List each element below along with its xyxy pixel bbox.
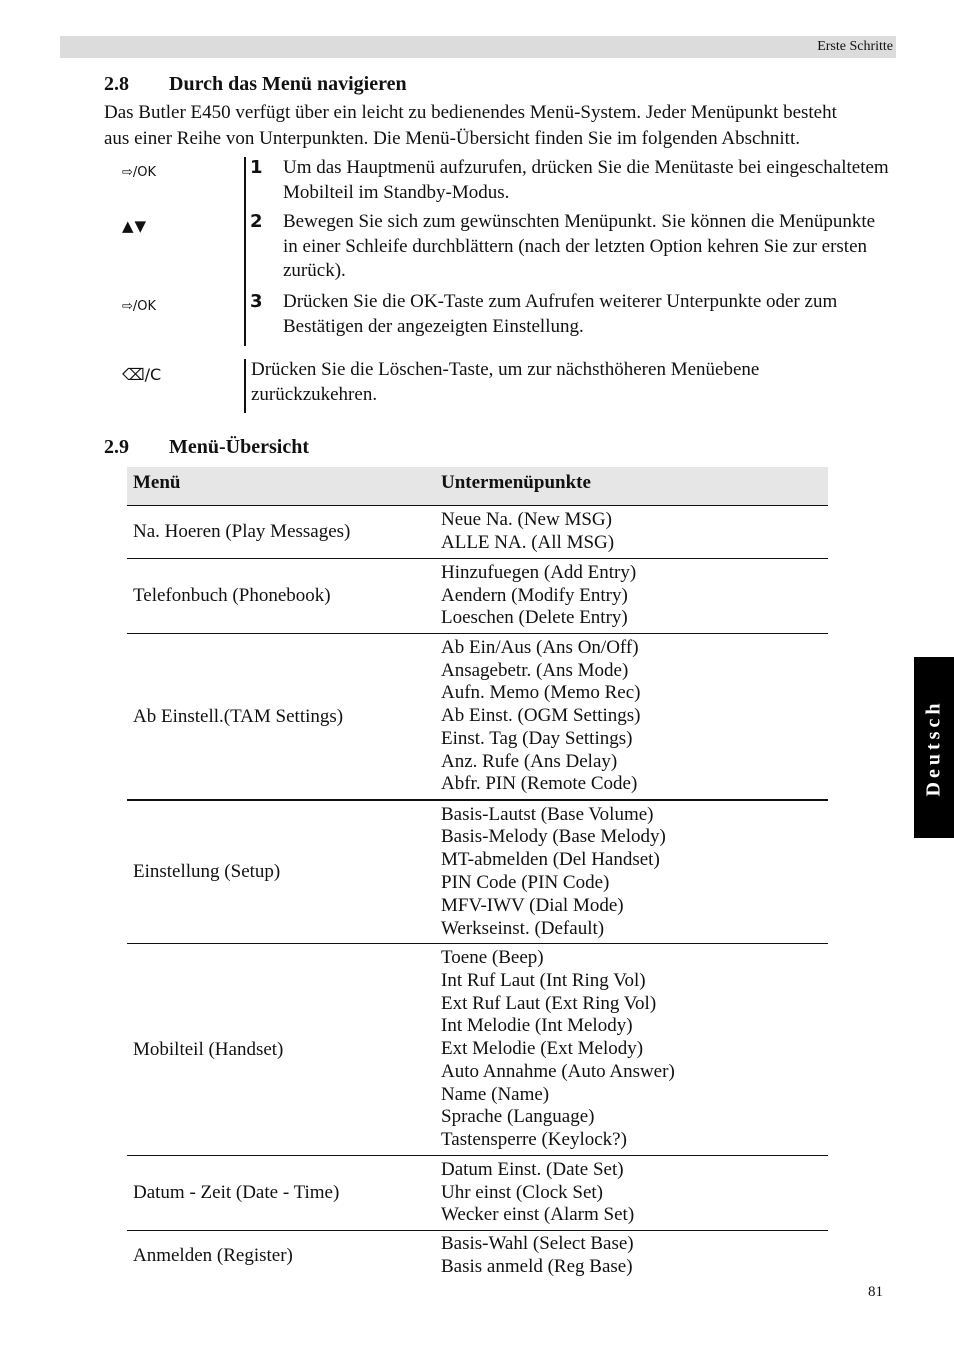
menu-overview-table: [127, 467, 828, 1281]
submenu-item: Neue Na. (New MSG): [441, 509, 612, 531]
intro-line: Das Butler E450 verfügt über ein leicht zu bedienendes Menü-System. Jeder Menüpunkt besteht: [104, 102, 837, 123]
step-number: 3: [250, 291, 263, 312]
menu-cell: Einstellung (Setup): [133, 861, 281, 882]
submenu-item: Basis-Wahl (Select Base): [441, 1233, 634, 1255]
menu-cell: Ab Einstell.(TAM Settings): [133, 705, 344, 727]
running-header: [60, 36, 896, 58]
step-number: 1: [250, 157, 263, 178]
menu-cell: Na. Hoeren (Play Messages): [133, 521, 351, 542]
submenu-cell: [441, 1233, 634, 1279]
step-number: 2: [250, 211, 263, 232]
steps-divider: [244, 157, 246, 346]
section-heading-2-9: [104, 436, 309, 459]
submenu-item: Hinzufuegen (Add Entry): [441, 561, 637, 583]
submenu-item: MFV-IWV (Dial Mode): [441, 894, 624, 916]
section-title: Menü-Übersicht: [169, 436, 309, 458]
column-header-submenu: Untermenüpunkte: [441, 472, 591, 493]
table-row: [127, 559, 828, 634]
submenu-item: MT-abmelden (Del Handset): [441, 849, 660, 871]
submenu-item: Abfr. PIN (Remote Code): [441, 773, 638, 795]
table-row: [127, 1231, 828, 1281]
submenu-item: Ext Melodie (Ext Melody): [441, 1038, 644, 1060]
language-side-tab: [914, 657, 954, 838]
submenu-item: Ab Einst. (OGM Settings): [441, 705, 641, 727]
table-row: [127, 801, 828, 944]
submenu-item: Toene (Beep): [441, 946, 544, 968]
submenu-item: Aendern (Modify Entry): [441, 584, 628, 606]
intro-line: aus einer Reihe von Unterpunkten. Die Menü-Übersicht finden Sie im folgenden Abschnitt.: [104, 128, 800, 149]
submenu-item: Int Ruf Laut (Int Ring Vol): [441, 969, 646, 991]
submenu-cell: [441, 562, 636, 630]
menu-cell: Anmelden (Register): [133, 1245, 293, 1266]
submenu-item: Name (Name): [441, 1083, 550, 1105]
submenu-item: Basis-Melody (Base Melody): [441, 826, 666, 848]
submenu-item: Aufn. Memo (Memo Rec): [441, 682, 641, 704]
submenu-cell: [441, 947, 675, 1152]
menu-cell: Mobilteil (Handset): [133, 1038, 284, 1060]
section-number: 2.9: [104, 436, 129, 458]
submenu-item: Tastensperre (Keylock?): [441, 1129, 627, 1151]
column-header-menu: Menü: [133, 472, 181, 493]
table-row: [127, 506, 828, 559]
step-text: Bewegen Sie sich zum gewünschten Menüpunkt. Sie können die Menüpunkte in einer Schleife durchblättern (nach der letzten Option kehren Sie zur ersten zurück).: [283, 211, 876, 281]
header-label: Erste Schritte: [817, 39, 893, 54]
side-tab-label: Deutsch: [922, 699, 945, 796]
submenu-item: Wecker einst (Alarm Set): [441, 1204, 635, 1226]
submenu-item: Uhr einst (Clock Set): [441, 1181, 604, 1203]
menu-ok-key-icon: ⇨/OK: [122, 299, 157, 314]
submenu-cell: [441, 1159, 634, 1227]
submenu-item: Ansagebetr. (Ans Mode): [441, 659, 629, 681]
menu-cell: Telefonbuch (Phonebook): [133, 585, 331, 606]
section-heading-2-8: [104, 73, 407, 96]
submenu-item: Werkseinst. (Default): [441, 917, 605, 939]
submenu-item: Ext Ruf Laut (Ext Ring Vol): [441, 992, 657, 1014]
submenu-item: Basis-Lautst (Base Volume): [441, 803, 654, 825]
submenu-item: ALLE NA. (All MSG): [441, 532, 615, 553]
section-title: Durch das Menü navigieren: [169, 73, 407, 95]
submenu-cell: [441, 509, 614, 555]
submenu-cell: [441, 804, 666, 941]
clear-key-icon: ⌫/C: [122, 365, 162, 384]
submenu-item: Basis anmeld (Reg Base): [441, 1256, 633, 1277]
table-header: [127, 467, 828, 506]
menu-cell: Datum - Zeit (Date - Time): [133, 1182, 340, 1203]
submenu-item: Einst. Tag (Day Settings): [441, 727, 633, 749]
step-text: Um das Hauptmenü aufzurufen, drücken Sie die Menütaste bei eingeschaltetem Mobilteil im Standby-Modus.: [283, 157, 889, 203]
up-down-arrows-icon: ▲▼: [122, 217, 148, 235]
page-number: 81: [868, 1284, 883, 1300]
note-divider: [244, 359, 246, 413]
submenu-item: Int Melodie (Int Melody): [441, 1015, 633, 1037]
section-number: 2.8: [104, 73, 129, 95]
table-row: [127, 944, 828, 1156]
submenu-item: Datum Einst. (Date Set): [441, 1158, 624, 1180]
note-text: Drücken Sie die Löschen-Taste, um zur nächsthöheren Menüebene zurückzukehren.: [251, 359, 760, 405]
submenu-item: Anz. Rufe (Ans Delay): [441, 750, 618, 772]
intro-paragraph: [104, 100, 904, 152]
submenu-item: Loeschen (Delete Entry): [441, 607, 628, 629]
table-row: [127, 1156, 828, 1231]
submenu-cell: [441, 637, 641, 797]
table-row: [127, 634, 828, 801]
step-text: Drücken Sie die OK-Taste zum Aufrufen weiterer Unterpunkte oder zum Bestätigen der angezeigten Einstellung.: [283, 291, 838, 337]
submenu-item: Auto Annahme (Auto Answer): [441, 1060, 675, 1082]
menu-ok-key-icon: ⇨/OK: [122, 165, 157, 180]
submenu-item: Sprache (Language): [441, 1106, 595, 1128]
submenu-item: Ab Ein/Aus (Ans On/Off): [441, 636, 639, 658]
submenu-item: PIN Code (PIN Code): [441, 872, 610, 893]
